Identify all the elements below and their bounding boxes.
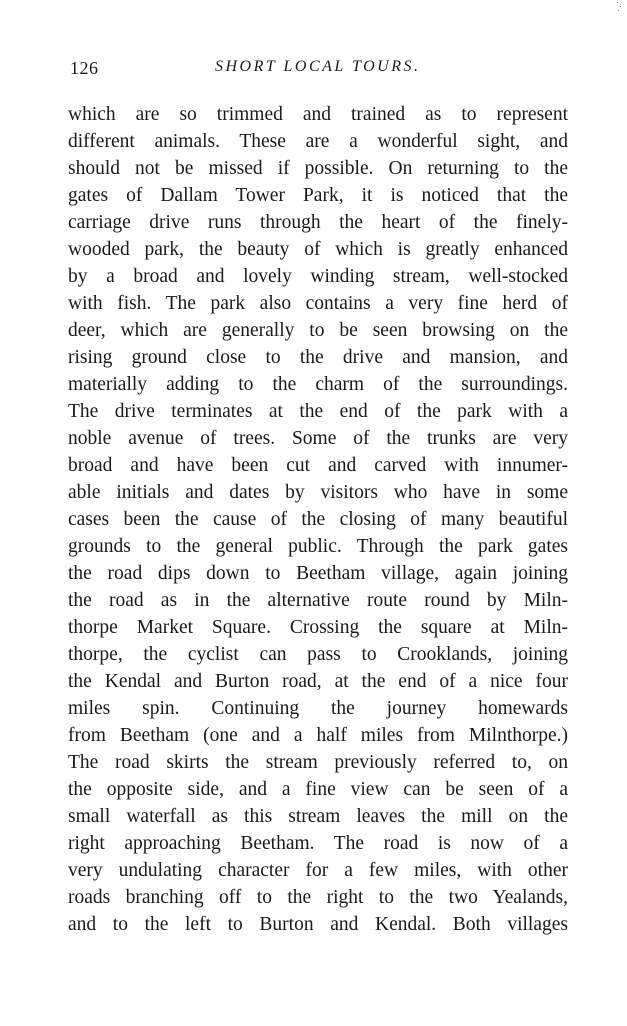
text-line: rising ground close to the drive and mansion, and — [68, 347, 568, 368]
text-line: roads branching off to the right to the two Yealands, — [68, 887, 568, 908]
text-line: carriage drive runs through the heart of the finely- — [68, 212, 568, 233]
text-line: the opposite side, and a fine view can be seen of a — [68, 779, 568, 800]
text-line: different animals. These are a wonderful sight, and — [68, 131, 568, 152]
text-line: the Kendal and Burton road, at the end of a nice four — [68, 671, 568, 692]
text-line: able initials and dates by visitors who have in some — [68, 482, 568, 503]
body-text — [68, 101, 568, 938]
text-line: from Beetham (one and a half miles from Milnthorpe.) — [68, 725, 568, 746]
text-line: which are so trimmed and trained as to represent — [68, 104, 568, 125]
text-line: right approaching Beetham. The road is now of a — [68, 833, 568, 854]
text-line: should not be missed if possible. On returning to the — [68, 158, 568, 179]
text-line: thorpe Market Square. Crossing the square at Miln- — [68, 617, 568, 638]
text-line: materially adding to the charm of the surroundings. — [68, 374, 568, 395]
text-line: broad and have been cut and carved with innumer- — [68, 455, 568, 476]
text-line: with fish. The park also contains a very fine herd of — [68, 293, 568, 314]
paper-speck — [617, 2, 623, 12]
running-title: SHORT LOCAL TOURS. — [215, 58, 421, 75]
text-line: deer, which are generally to be seen browsing on the — [68, 320, 568, 341]
text-line: The road skirts the stream previously referred to, on — [68, 752, 568, 773]
text-line: grounds to the general public. Through the park gates — [68, 536, 568, 557]
running-head — [70, 58, 570, 82]
text-line: by a broad and lovely winding stream, well-stocked — [68, 266, 568, 287]
text-line: gates of Dallam Tower Park, it is noticed that the — [68, 185, 568, 206]
text-line: the road as in the alternative route round by Miln- — [68, 590, 568, 611]
text-line: The drive terminates at the end of the park with a — [68, 401, 568, 422]
text-line: very undulating character for a few miles, with other — [68, 860, 568, 881]
text-line: thorpe, the cyclist can pass to Crooklands, joining — [68, 644, 568, 665]
text-line: and to the left to Burton and Kendal. Both villages — [68, 914, 568, 935]
page-number: 126 — [70, 58, 99, 78]
text-line: the road dips down to Beetham village, again joining — [68, 563, 568, 584]
text-line: wooded park, the beauty of which is greatly enhanced — [68, 239, 568, 260]
text-line: miles spin. Continuing the journey homewards — [68, 698, 568, 719]
text-line: small waterfall as this stream leaves the mill on the — [68, 806, 568, 827]
text-line: cases been the cause of the closing of many beautiful — [68, 509, 568, 530]
text-line: noble avenue of trees. Some of the trunks are very — [68, 428, 568, 449]
